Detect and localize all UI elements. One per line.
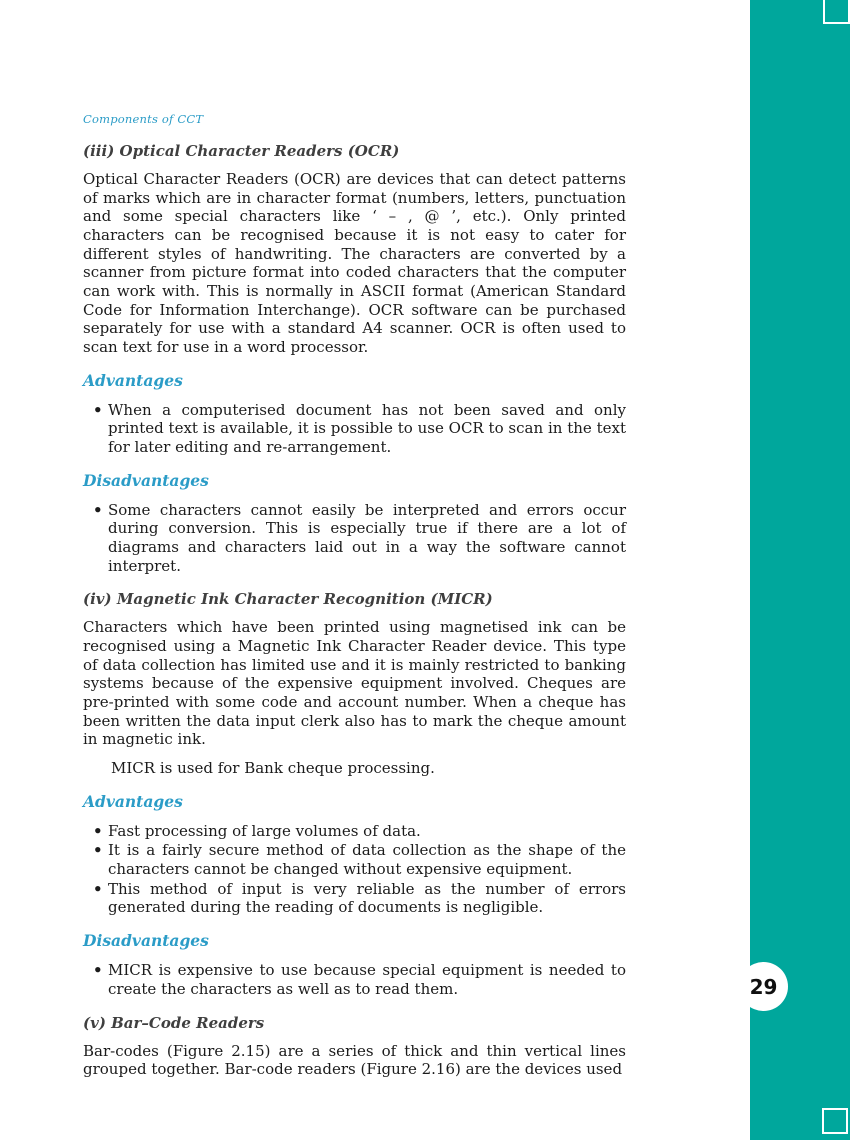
heading-ocr: (iii) Optical Character Readers (OCR) <box>83 142 400 160</box>
subheading-micr-advantages: Advantages <box>83 791 183 811</box>
bullet-item: • It is a fairly secure method of data collection as the shape of the characters cannot be changed without expensive equipment. <box>83 841 626 878</box>
page-number-badge <box>739 962 788 1011</box>
heading-micr: (iv) Magnetic Ink Character Recognition (MICR) <box>83 590 493 609</box>
paragraph-micr: Characters which have been printed using magnetised ink can be recognised using a Magnetic Ink Character Reader device. This type of data collection has limited use and it is mainly restricted to banking systems because of the expensive equipment involved. Cheques are pre-printed with some code and account number. When a cheque has been written the data input clerk also has to mark the cheque amount in magnetic ink. <box>83 618 626 749</box>
paragraph-ocr: Optical Character Readers (OCR) are devices that can detect patterns of marks which are in character format (numbers, letters, punctuation and some special characters like ‘ – , @ ’, etc.). Only printed characters can be recognised because it is not easy to cater for different styles of handwriting. The characters are converted by a scanner from picture format into coded characters that the computer can work with. This is normally in ASCII format (American Standard Code for Information Interchange). OCR software can be purchased separately for use with a standard A4 scanner. OCR is often used to scan text for use in a word processor. <box>83 170 626 357</box>
page-content <box>83 112 626 1087</box>
micr-disadvantages-list <box>83 961 626 998</box>
paragraph-barcode: Bar-codes (Figure 2.15) are a series of thick and thin vertical lines grouped together. Bar-code readers (Figure 2.16) are the devices used <box>83 1041 626 1079</box>
bullet-item: • This method of input is very reliable as the number of errors generated during the reading of documents is negligible. <box>83 880 626 917</box>
bullet-item: • When a computerised document has not been saved and only printed text is available, it is possible to use OCR to scan in the text for later editing and re-arrangement. <box>83 401 626 457</box>
bullet-item: • Some characters cannot easily be interpreted and errors occur during conversion. This is especially true if there are a lot of diagrams and characters laid out in a way the software cannot interpret. <box>83 501 626 576</box>
paragraph-micr-note: MICR is used for Bank cheque processing. <box>111 759 435 778</box>
bullet-item: • MICR is expensive to use because special equipment is needed to create the characters as well as to read them. <box>83 961 626 998</box>
bottom-corner-box <box>822 1108 848 1134</box>
subheading-ocr-disadvantages: Disadvantages <box>83 470 209 490</box>
bullet-item: • Fast processing of large volumes of data. <box>83 822 626 841</box>
running-header: Components of CCT <box>83 112 204 126</box>
subheading-micr-disadvantages: Disadvantages <box>83 931 209 951</box>
micr-advantages-list <box>83 822 626 917</box>
ocr-advantages-list <box>83 401 626 457</box>
ocr-disadvantages-list <box>83 501 626 576</box>
top-corner-box <box>823 0 850 24</box>
heading-barcode: (v) Bar–Code Readers <box>83 1013 265 1032</box>
page-number: 29 <box>749 974 778 999</box>
subheading-ocr-advantages: Advantages <box>83 370 183 390</box>
